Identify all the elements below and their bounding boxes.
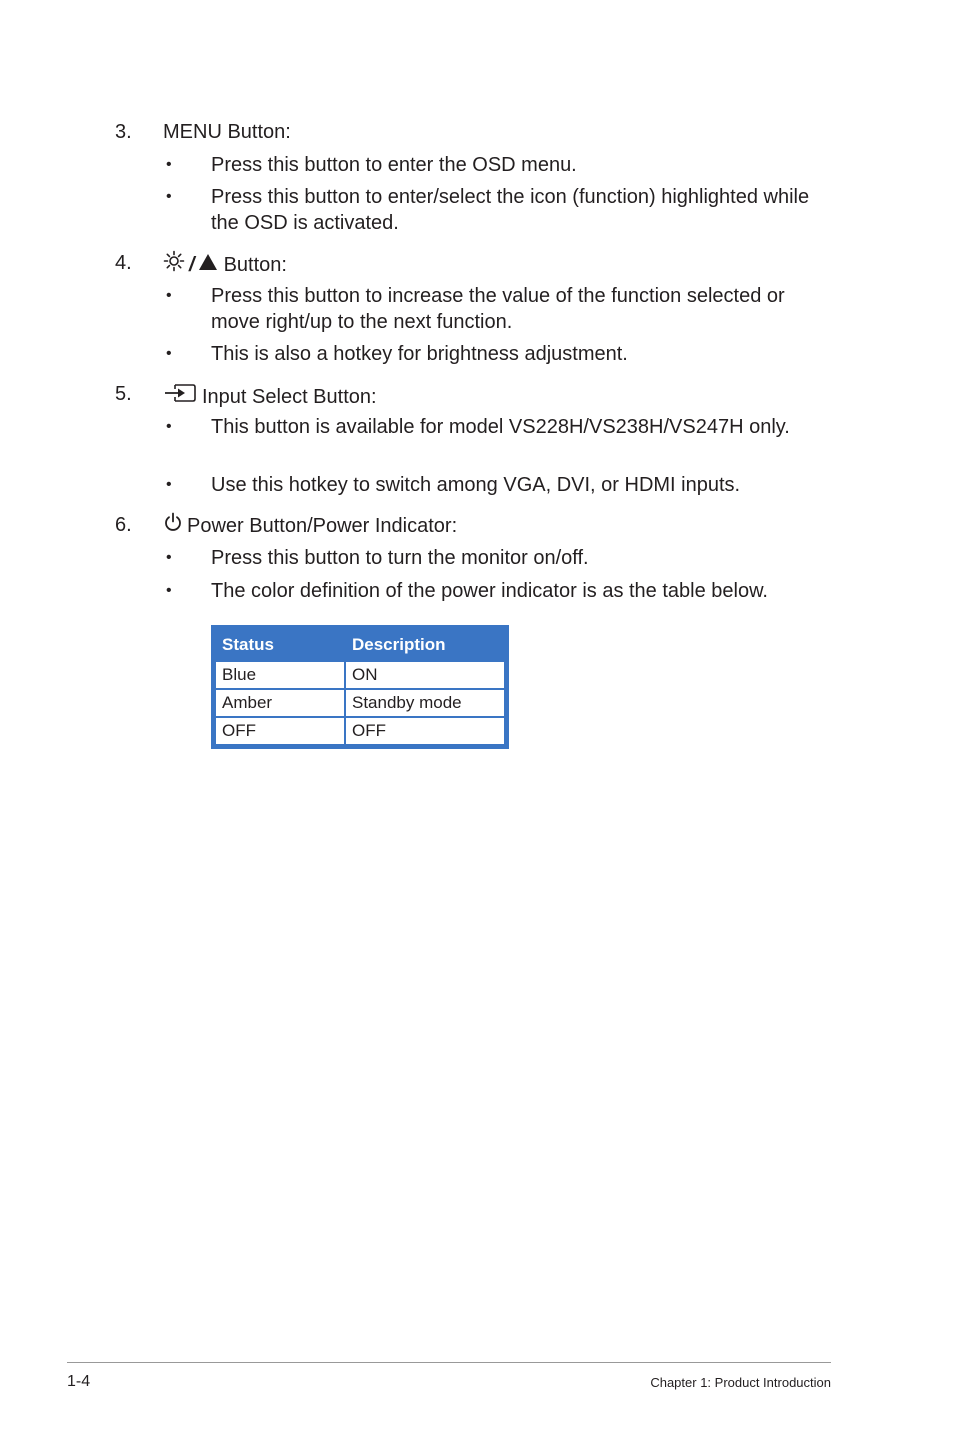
table-header-row xyxy=(216,630,504,660)
bullet-text: Press this button to turn the monitor on/off. xyxy=(211,547,589,569)
item-heading xyxy=(163,512,457,539)
table-row xyxy=(216,662,504,688)
status-cell: Amber xyxy=(216,690,344,716)
bullet-text: Press this button to increase the value of the function selected or move right/up to the next function. xyxy=(211,285,785,333)
power-icon xyxy=(163,512,183,539)
description-cell: Standby mode xyxy=(346,690,504,716)
bullet: • xyxy=(166,582,172,599)
page-number: 1-4 xyxy=(67,1373,91,1390)
bullet-text: This is also a hotkey for brightness adjustment. xyxy=(211,343,628,365)
bullet-text: Press this button to enter/select the icon (function) highlighted while the OSD is activated. xyxy=(211,186,810,234)
description-cell: OFF xyxy=(346,718,504,744)
item-heading-text: Power Button/Power Indicator: xyxy=(187,514,458,537)
up-triangle-icon xyxy=(198,252,218,278)
bullet: • xyxy=(166,345,172,362)
column-header-description: Description xyxy=(346,630,504,660)
table-row xyxy=(216,718,504,744)
item-heading-text: Button: xyxy=(223,253,287,276)
power-indicator-table xyxy=(211,625,509,749)
bullet-text: The color definition of the power indicator is as the table below. xyxy=(211,580,768,602)
item-number: 4. xyxy=(115,252,132,274)
bullet: • xyxy=(166,476,172,493)
table-row xyxy=(216,690,504,716)
description-cell: ON xyxy=(346,662,504,688)
item-number: 5. xyxy=(115,383,132,405)
item-heading xyxy=(163,250,287,279)
column-header-status: Status xyxy=(216,630,344,660)
bullet-text: Use this hotkey to switch among VGA, DVI, or HDMI inputs. xyxy=(211,474,741,496)
status-cell: Blue xyxy=(216,662,344,688)
footer-divider xyxy=(67,1362,831,1363)
bullet: • xyxy=(166,156,172,173)
chapter-title: Chapter 1: Product Introduction xyxy=(650,1375,831,1390)
item-heading xyxy=(163,381,377,412)
bullet: • xyxy=(166,418,172,435)
item-number: 6. xyxy=(115,514,132,536)
bullet-text: This button is available for model VS228H/VS238H/VS247H only. xyxy=(211,416,790,438)
item-number: 3. xyxy=(115,121,132,143)
item-heading-text: Input Select Button: xyxy=(202,385,377,408)
status-cell: OFF xyxy=(216,718,344,744)
brightness-icon xyxy=(163,250,185,279)
item-heading: MENU Button: xyxy=(163,121,291,143)
bullet-text: Press this button to enter the OSD menu. xyxy=(211,154,577,176)
bullet: • xyxy=(166,549,172,566)
bullet: • xyxy=(166,287,172,304)
input-select-icon xyxy=(163,381,197,412)
icon-separator: / xyxy=(189,253,195,276)
bullet: • xyxy=(166,188,172,205)
